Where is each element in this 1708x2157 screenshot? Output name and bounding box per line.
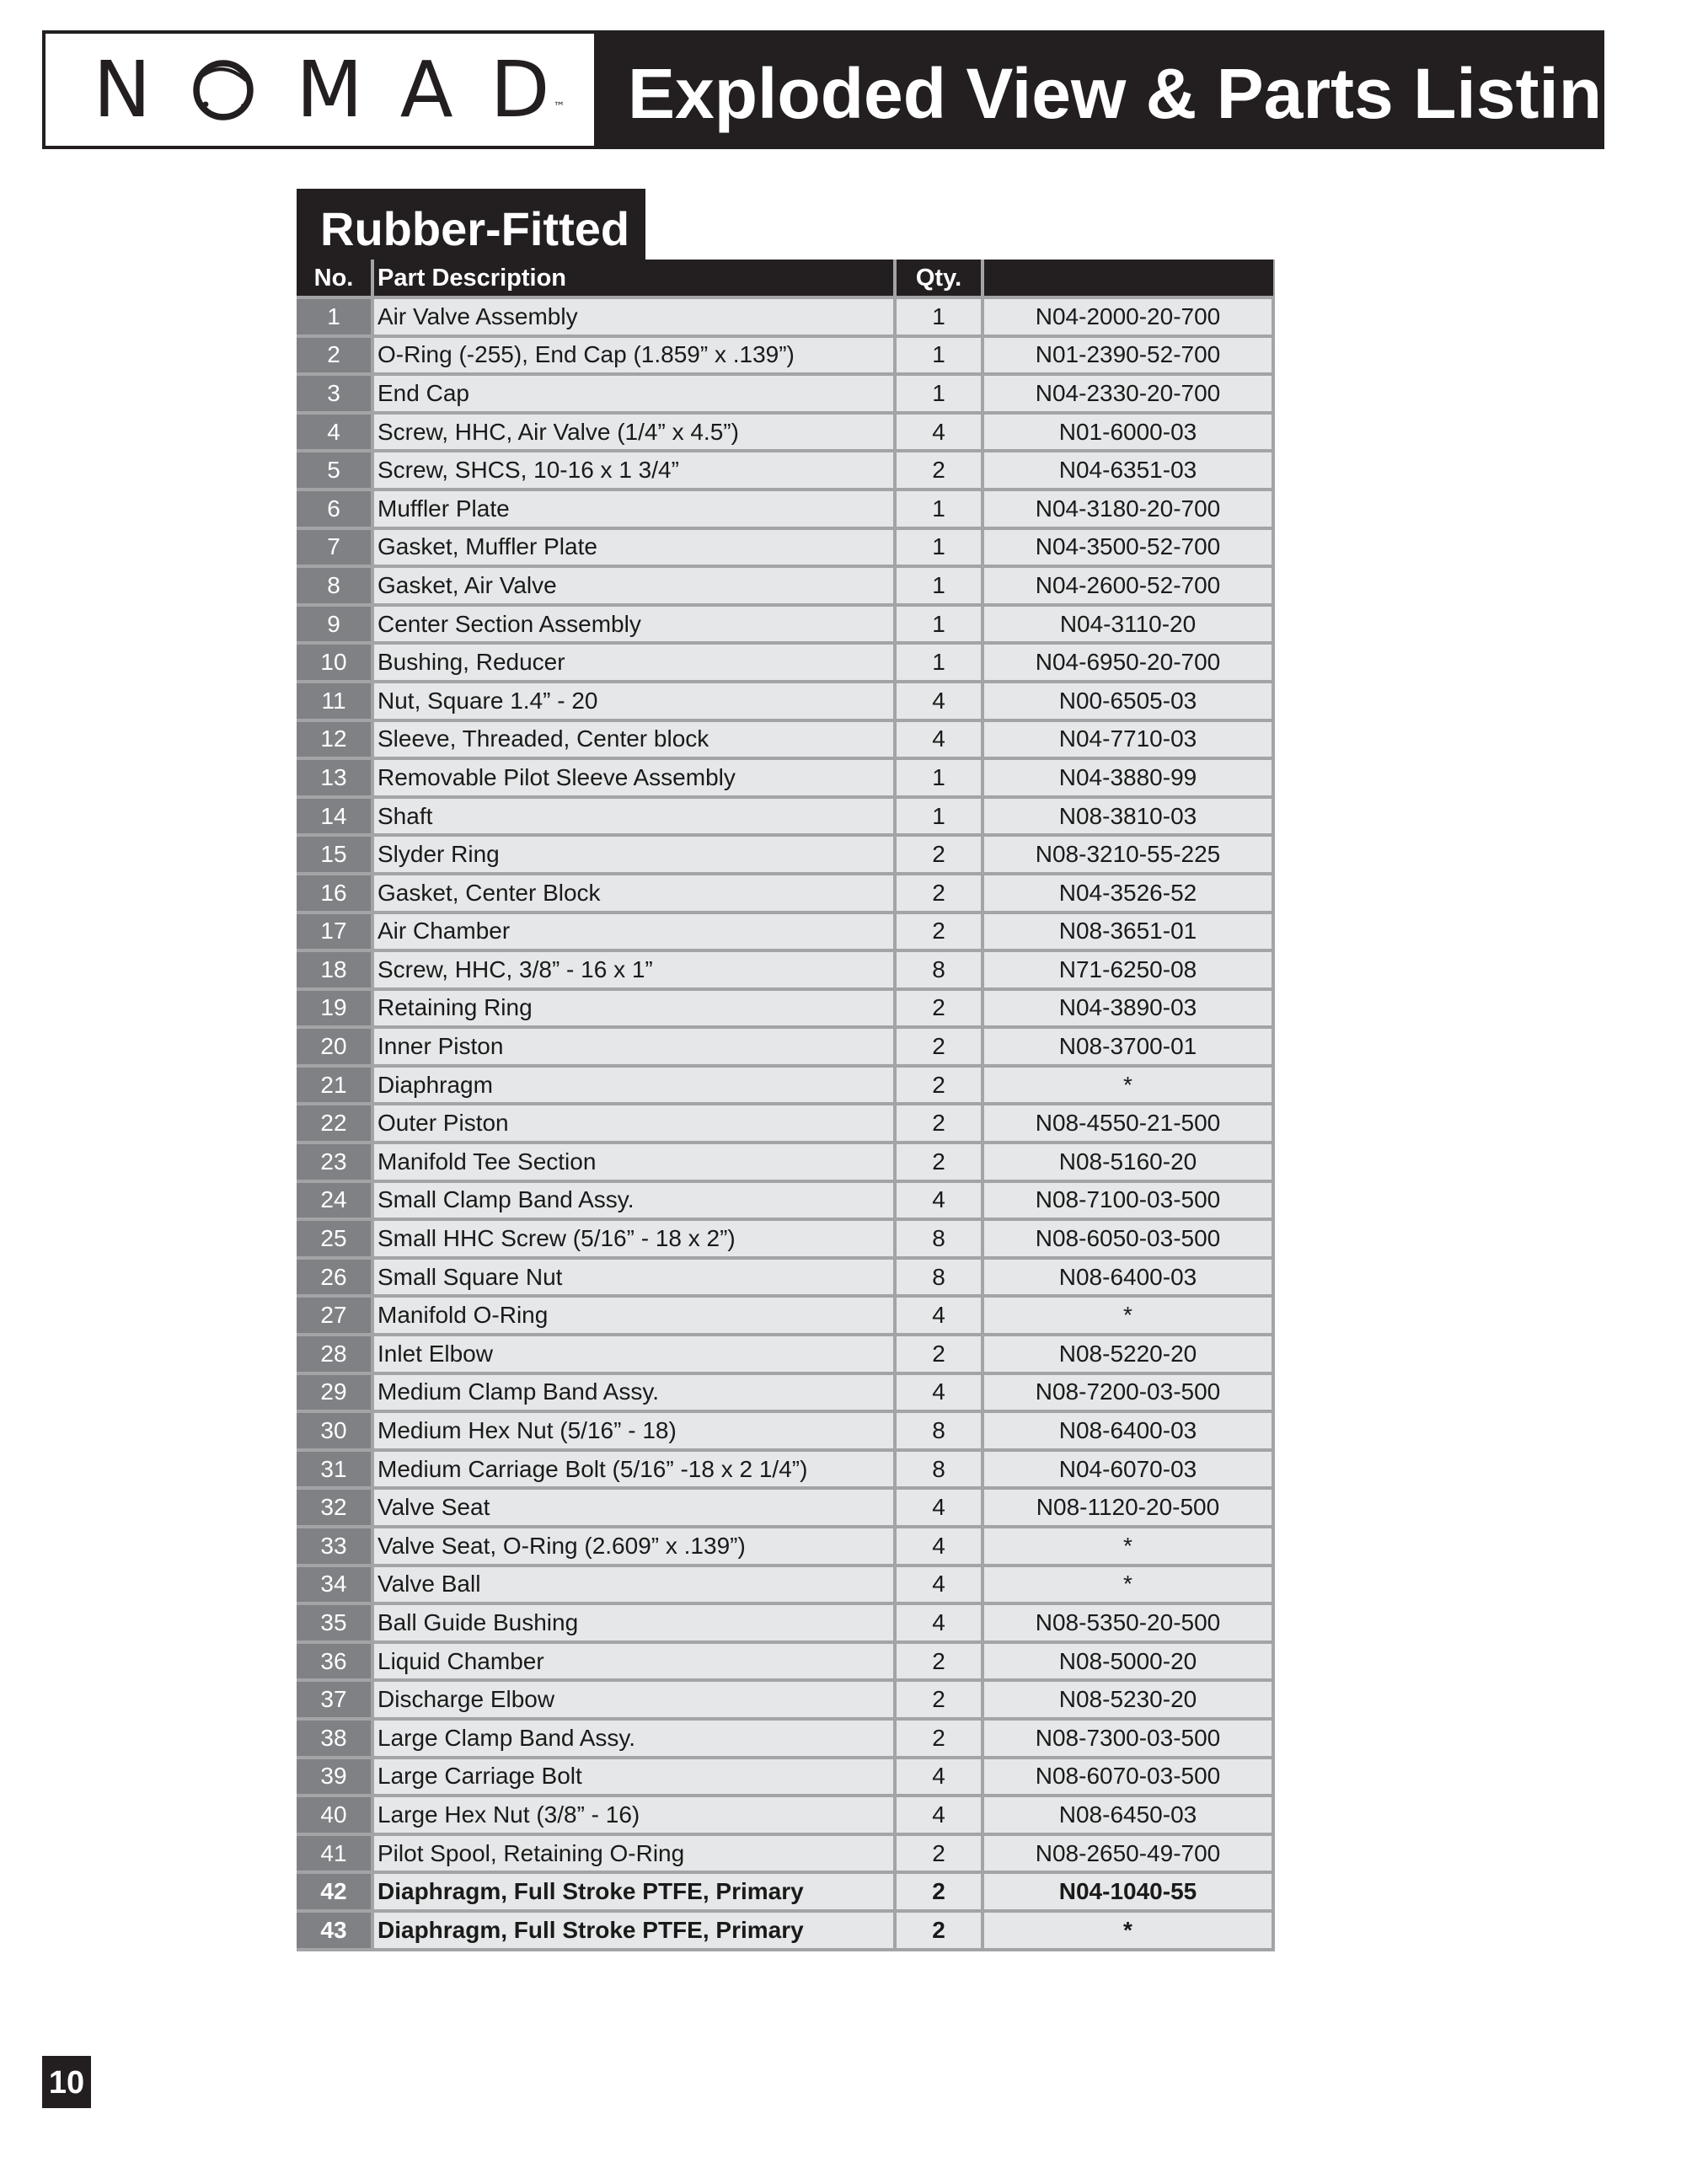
row-description: Retaining Ring bbox=[372, 989, 895, 1028]
row-part-number: N08-2650-49-700 bbox=[983, 1834, 1273, 1873]
row-qty: 1 bbox=[895, 643, 983, 682]
table-row bbox=[297, 1719, 1273, 1758]
row-part-number: N08-7300-03-500 bbox=[983, 1719, 1273, 1758]
table-header-row bbox=[297, 260, 1273, 297]
header-part-number bbox=[983, 260, 1273, 297]
row-number: 32 bbox=[297, 1488, 372, 1527]
row-description: Small Clamp Band Assy. bbox=[372, 1181, 895, 1220]
row-part-number: N00-6505-03 bbox=[983, 682, 1273, 720]
row-qty: 2 bbox=[895, 1027, 983, 1066]
row-part-number: * bbox=[983, 1566, 1273, 1604]
row-qty: 4 bbox=[895, 413, 983, 452]
row-qty: 2 bbox=[895, 451, 983, 490]
table-row bbox=[297, 374, 1273, 413]
table-row bbox=[297, 1680, 1273, 1719]
table-row bbox=[297, 528, 1273, 567]
row-description: Large Hex Nut (3/8” - 16) bbox=[372, 1796, 895, 1834]
row-description: Medium Clamp Band Assy. bbox=[372, 1373, 895, 1412]
table-row bbox=[297, 1181, 1273, 1220]
table-row bbox=[297, 1143, 1273, 1181]
row-part-number: N04-6950-20-700 bbox=[983, 643, 1273, 682]
row-qty: 4 bbox=[895, 1181, 983, 1220]
row-description: Screw, HHC, 3/8” - 16 x 1” bbox=[372, 950, 895, 989]
table-row bbox=[297, 1758, 1273, 1796]
logo-letter-a: A bbox=[399, 44, 453, 135]
row-part-number: N08-5220-20 bbox=[983, 1335, 1273, 1373]
row-part-number: N01-2390-52-700 bbox=[983, 336, 1273, 375]
row-part-number: N08-3210-55-225 bbox=[983, 835, 1273, 874]
row-description: Inlet Elbow bbox=[372, 1335, 895, 1373]
row-qty: 4 bbox=[895, 1296, 983, 1335]
row-description: Removable Pilot Sleeve Assembly bbox=[372, 758, 895, 797]
row-qty: 1 bbox=[895, 758, 983, 797]
row-qty: 4 bbox=[895, 1796, 983, 1834]
row-number: 40 bbox=[297, 1796, 372, 1834]
row-qty: 2 bbox=[895, 913, 983, 951]
row-part-number: N08-5160-20 bbox=[983, 1143, 1273, 1181]
row-number: 23 bbox=[297, 1143, 372, 1181]
row-description: Small HHC Screw (5/16” - 18 x 2”) bbox=[372, 1219, 895, 1258]
table-row bbox=[297, 336, 1273, 375]
row-part-number: N04-6351-03 bbox=[983, 451, 1273, 490]
row-qty: 2 bbox=[895, 989, 983, 1028]
row-number: 8 bbox=[297, 566, 372, 605]
section-title: Rubber-Fitted bbox=[297, 189, 645, 260]
row-number: 22 bbox=[297, 1104, 372, 1143]
row-part-number: N04-7710-03 bbox=[983, 720, 1273, 759]
table-row bbox=[297, 413, 1273, 452]
row-number: 18 bbox=[297, 950, 372, 989]
row-qty: 2 bbox=[895, 1872, 983, 1911]
row-part-number: N08-5000-20 bbox=[983, 1642, 1273, 1681]
row-qty: 4 bbox=[895, 720, 983, 759]
row-number: 37 bbox=[297, 1680, 372, 1719]
row-part-number: * bbox=[983, 1066, 1273, 1105]
row-part-number: N04-2330-20-700 bbox=[983, 374, 1273, 413]
row-description: Shaft bbox=[372, 797, 895, 836]
row-qty: 2 bbox=[895, 835, 983, 874]
row-number: 15 bbox=[297, 835, 372, 874]
row-description: Diaphragm, Full Stroke PTFE, Primary bbox=[372, 1872, 895, 1911]
row-number: 43 bbox=[297, 1911, 372, 1950]
row-number: 16 bbox=[297, 874, 372, 913]
row-qty: 1 bbox=[895, 374, 983, 413]
row-description: Pilot Spool, Retaining O-Ring bbox=[372, 1834, 895, 1873]
table-row bbox=[297, 490, 1273, 528]
row-qty: 2 bbox=[895, 1642, 983, 1681]
row-description: Bushing, Reducer bbox=[372, 643, 895, 682]
row-qty: 4 bbox=[895, 1758, 983, 1796]
row-description: Diaphragm, Full Stroke PTFE, Primary bbox=[372, 1911, 895, 1950]
row-qty: 4 bbox=[895, 1566, 983, 1604]
row-part-number: N04-2000-20-700 bbox=[983, 297, 1273, 336]
table-row bbox=[297, 1911, 1273, 1950]
row-qty: 4 bbox=[895, 1603, 983, 1642]
row-qty: 1 bbox=[895, 528, 983, 567]
row-qty: 2 bbox=[895, 874, 983, 913]
row-description: End Cap bbox=[372, 374, 895, 413]
table-row bbox=[297, 297, 1273, 336]
row-description: Discharge Elbow bbox=[372, 1680, 895, 1719]
table-body bbox=[297, 297, 1273, 1950]
table-row bbox=[297, 451, 1273, 490]
header-description: Part Description bbox=[372, 260, 895, 297]
row-number: 4 bbox=[297, 413, 372, 452]
row-part-number: N08-6450-03 bbox=[983, 1796, 1273, 1834]
row-number: 38 bbox=[297, 1719, 372, 1758]
row-number: 13 bbox=[297, 758, 372, 797]
table-row bbox=[297, 1373, 1273, 1412]
row-part-number: N08-7200-03-500 bbox=[983, 1373, 1273, 1412]
row-number: 19 bbox=[297, 989, 372, 1028]
row-description: Manifold Tee Section bbox=[372, 1143, 895, 1181]
row-description: Small Square Nut bbox=[372, 1258, 895, 1297]
row-part-number: N08-6400-03 bbox=[983, 1411, 1273, 1450]
row-description: Medium Carriage Bolt (5/16” -18 x 2 1/4”) bbox=[372, 1450, 895, 1489]
table-row bbox=[297, 643, 1273, 682]
page-header bbox=[42, 30, 1646, 149]
row-qty: 8 bbox=[895, 950, 983, 989]
table-row bbox=[297, 1488, 1273, 1527]
row-part-number: N08-3651-01 bbox=[983, 913, 1273, 951]
logo-letter-m: M bbox=[296, 44, 363, 135]
row-qty: 4 bbox=[895, 1488, 983, 1527]
row-number: 30 bbox=[297, 1411, 372, 1450]
table-row bbox=[297, 1104, 1273, 1143]
row-qty: 2 bbox=[895, 1719, 983, 1758]
row-qty: 2 bbox=[895, 1335, 983, 1373]
row-description: Muffler Plate bbox=[372, 490, 895, 528]
row-description: Screw, HHC, Air Valve (1/4” x 4.5”) bbox=[372, 413, 895, 452]
table-row bbox=[297, 1566, 1273, 1604]
row-part-number: N08-3810-03 bbox=[983, 797, 1273, 836]
row-qty: 4 bbox=[895, 1373, 983, 1412]
row-part-number: N08-6400-03 bbox=[983, 1258, 1273, 1297]
table-row bbox=[297, 1411, 1273, 1450]
table-row bbox=[297, 566, 1273, 605]
row-part-number: N08-5350-20-500 bbox=[983, 1603, 1273, 1642]
row-part-number: N04-3890-03 bbox=[983, 989, 1273, 1028]
row-number: 41 bbox=[297, 1834, 372, 1873]
table-row bbox=[297, 1066, 1273, 1105]
row-description: Gasket, Muffler Plate bbox=[372, 528, 895, 567]
row-description: Manifold O-Ring bbox=[372, 1296, 895, 1335]
table-row bbox=[297, 1258, 1273, 1297]
row-qty: 2 bbox=[895, 1834, 983, 1873]
row-part-number: * bbox=[983, 1296, 1273, 1335]
table-row bbox=[297, 1796, 1273, 1834]
row-part-number: * bbox=[983, 1911, 1273, 1950]
row-description: Air Chamber bbox=[372, 913, 895, 951]
row-description: Diaphragm bbox=[372, 1066, 895, 1105]
row-number: 34 bbox=[297, 1566, 372, 1604]
page-title: Exploded View & Parts Listing bbox=[628, 54, 1646, 133]
logo-trademark: ™ bbox=[553, 99, 565, 114]
row-number: 3 bbox=[297, 374, 372, 413]
page-number: 10 bbox=[42, 2056, 91, 2108]
row-number: 10 bbox=[297, 643, 372, 682]
table-row bbox=[297, 1450, 1273, 1489]
row-qty: 8 bbox=[895, 1411, 983, 1450]
row-qty: 1 bbox=[895, 336, 983, 375]
row-number: 5 bbox=[297, 451, 372, 490]
row-number: 35 bbox=[297, 1603, 372, 1642]
row-description: Inner Piston bbox=[372, 1027, 895, 1066]
row-part-number: N04-6070-03 bbox=[983, 1450, 1273, 1489]
row-number: 36 bbox=[297, 1642, 372, 1681]
row-number: 2 bbox=[297, 336, 372, 375]
row-description: Large Carriage Bolt bbox=[372, 1758, 895, 1796]
table-row bbox=[297, 758, 1273, 797]
logo-letter-n: N bbox=[93, 44, 152, 135]
row-qty: 1 bbox=[895, 605, 983, 644]
row-description: O-Ring (-255), End Cap (1.859” x .139”) bbox=[372, 336, 895, 375]
row-number: 39 bbox=[297, 1758, 372, 1796]
table-row bbox=[297, 1603, 1273, 1642]
row-part-number: N01-6000-03 bbox=[983, 413, 1273, 452]
logo-o-ring-icon bbox=[188, 55, 259, 126]
row-part-number: N08-7100-03-500 bbox=[983, 1181, 1273, 1220]
row-qty: 8 bbox=[895, 1258, 983, 1297]
table-row bbox=[297, 1834, 1273, 1873]
table-row bbox=[297, 1872, 1273, 1911]
row-qty: 1 bbox=[895, 297, 983, 336]
row-description: Slyder Ring bbox=[372, 835, 895, 874]
row-description: Nut, Square 1.4” - 20 bbox=[372, 682, 895, 720]
row-number: 6 bbox=[297, 490, 372, 528]
row-part-number: N08-1120-20-500 bbox=[983, 1488, 1273, 1527]
table-row bbox=[297, 682, 1273, 720]
row-qty: 2 bbox=[895, 1680, 983, 1719]
table-row bbox=[297, 605, 1273, 644]
table-row bbox=[297, 1219, 1273, 1258]
row-number: 12 bbox=[297, 720, 372, 759]
row-number: 25 bbox=[297, 1219, 372, 1258]
table-row bbox=[297, 874, 1273, 913]
row-description: Air Valve Assembly bbox=[372, 297, 895, 336]
row-qty: 2 bbox=[895, 1911, 983, 1950]
row-qty: 1 bbox=[895, 566, 983, 605]
row-qty: 4 bbox=[895, 682, 983, 720]
row-number: 33 bbox=[297, 1527, 372, 1566]
row-part-number: N04-1040-55 bbox=[983, 1872, 1273, 1911]
row-description: Large Clamp Band Assy. bbox=[372, 1719, 895, 1758]
row-qty: 8 bbox=[895, 1219, 983, 1258]
row-description: Center Section Assembly bbox=[372, 605, 895, 644]
row-qty: 2 bbox=[895, 1104, 983, 1143]
row-number: 42 bbox=[297, 1872, 372, 1911]
table-row bbox=[297, 720, 1273, 759]
row-part-number: N08-5230-20 bbox=[983, 1680, 1273, 1719]
row-part-number: N04-3880-99 bbox=[983, 758, 1273, 797]
logo-letter-d: D bbox=[490, 44, 550, 135]
row-description: Gasket, Center Block bbox=[372, 874, 895, 913]
table-row bbox=[297, 1027, 1273, 1066]
row-qty: 2 bbox=[895, 1066, 983, 1105]
row-number: 28 bbox=[297, 1335, 372, 1373]
row-part-number: N08-6070-03-500 bbox=[983, 1758, 1273, 1796]
row-part-number: N04-2600-52-700 bbox=[983, 566, 1273, 605]
row-qty: 4 bbox=[895, 1527, 983, 1566]
table-row bbox=[297, 1642, 1273, 1681]
table-row bbox=[297, 950, 1273, 989]
table-row bbox=[297, 1296, 1273, 1335]
row-part-number: N71-6250-08 bbox=[983, 950, 1273, 989]
header-no: No. bbox=[297, 260, 372, 297]
parts-table bbox=[297, 260, 1275, 1951]
row-part-number: N08-6050-03-500 bbox=[983, 1219, 1273, 1258]
row-part-number: N04-3526-52 bbox=[983, 874, 1273, 913]
row-description: Valve Seat bbox=[372, 1488, 895, 1527]
row-number: 1 bbox=[297, 297, 372, 336]
row-number: 27 bbox=[297, 1296, 372, 1335]
row-description: Valve Seat, O-Ring (2.609” x .139”) bbox=[372, 1527, 895, 1566]
row-number: 11 bbox=[297, 682, 372, 720]
row-number: 31 bbox=[297, 1450, 372, 1489]
row-qty: 2 bbox=[895, 1143, 983, 1181]
row-number: 7 bbox=[297, 528, 372, 567]
row-number: 21 bbox=[297, 1066, 372, 1105]
header-qty: Qty. bbox=[895, 260, 983, 297]
row-part-number: N04-3180-20-700 bbox=[983, 490, 1273, 528]
row-part-number: N04-3500-52-700 bbox=[983, 528, 1273, 567]
table-row bbox=[297, 913, 1273, 951]
row-qty: 8 bbox=[895, 1450, 983, 1489]
row-description: Liquid Chamber bbox=[372, 1642, 895, 1681]
row-number: 26 bbox=[297, 1258, 372, 1297]
row-number: 24 bbox=[297, 1181, 372, 1220]
table-row bbox=[297, 1527, 1273, 1566]
row-number: 9 bbox=[297, 605, 372, 644]
table-row bbox=[297, 835, 1273, 874]
row-description: Sleeve, Threaded, Center block bbox=[372, 720, 895, 759]
row-number: 17 bbox=[297, 913, 372, 951]
nomad-logo bbox=[46, 34, 594, 146]
row-qty: 1 bbox=[895, 490, 983, 528]
row-description: Ball Guide Bushing bbox=[372, 1603, 895, 1642]
row-number: 29 bbox=[297, 1373, 372, 1412]
row-part-number: N04-3110-20 bbox=[983, 605, 1273, 644]
row-number: 14 bbox=[297, 797, 372, 836]
row-description: Valve Ball bbox=[372, 1566, 895, 1604]
row-qty: 1 bbox=[895, 797, 983, 836]
row-part-number: N08-3700-01 bbox=[983, 1027, 1273, 1066]
row-description: Gasket, Air Valve bbox=[372, 566, 895, 605]
row-description: Screw, SHCS, 10-16 x 1 3/4” bbox=[372, 451, 895, 490]
row-number: 20 bbox=[297, 1027, 372, 1066]
row-description: Medium Hex Nut (5/16” - 18) bbox=[372, 1411, 895, 1450]
row-description: Outer Piston bbox=[372, 1104, 895, 1143]
row-part-number: N08-4550-21-500 bbox=[983, 1104, 1273, 1143]
table-row bbox=[297, 1335, 1273, 1373]
table-row bbox=[297, 989, 1273, 1028]
table-row bbox=[297, 797, 1273, 836]
row-part-number: * bbox=[983, 1527, 1273, 1566]
